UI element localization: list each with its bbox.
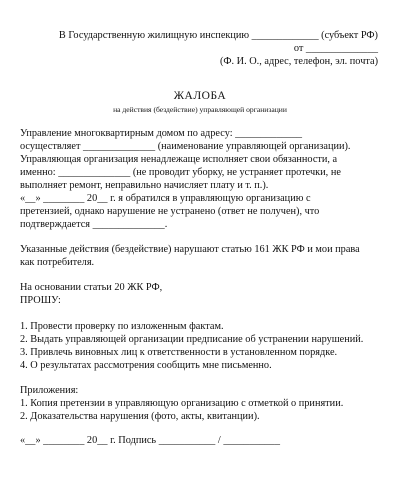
body-line: «__» ________ 20__ г. я обратился в управляющую организацию с xyxy=(20,193,311,204)
request-item: 4. О результатах рассмотрения сообщить мне письменно. xyxy=(20,360,272,371)
body-line: Управляющая организация ненадлежаще исполняет свои обязанности, а xyxy=(20,154,338,165)
body-line: именно: ______________ (не проводит уборку, не устраняет протечки, не xyxy=(20,167,341,178)
attachment-item: 2. Доказательства нарушения (фото, акты, квитанции). xyxy=(20,411,260,422)
body-line: выполняет ремонт, неправильно начисляет плату и т. п.). xyxy=(20,180,269,191)
request-item: 3. Привлечь виновных лиц к ответственности в установленном порядке. xyxy=(20,347,338,358)
violation-statement: как потребителя. xyxy=(20,257,95,268)
document-title: ЖАЛОБА xyxy=(173,90,227,102)
violation-statement: Указанные действия (бездействие) нарушают статью 161 ЖК РФ и мои права xyxy=(20,244,360,255)
body-line: претензией, однако нарушение не устранено (ответ не получен), что xyxy=(20,206,320,217)
request-heading: ПРОШУ: xyxy=(20,295,61,306)
sender-line: от ______________ xyxy=(293,43,378,54)
body-line: осуществляет ______________ (наименование управляющей организации). xyxy=(20,141,351,152)
request-item: 1. Провести проверку по изложенным фактам. xyxy=(20,321,224,332)
request-item: 2. Выдать управляющей организации предписание об устранении нарушений. xyxy=(20,334,364,345)
body-line: подтверждается ______________. xyxy=(20,219,168,230)
legal-basis: На основании статьи 20 ЖК РФ, xyxy=(20,282,163,293)
body-line: Управление многоквартирным домом по адресу: _____________ xyxy=(20,128,303,139)
document-subtitle: на действия (бездействие) управляющей организации xyxy=(113,105,287,114)
signature-line: «__» ________ 20__ г. Подпись ___________ / ___________ xyxy=(20,435,280,446)
attachment-item: 1. Копия претензии в управляющую организацию с отметкой о принятии. xyxy=(20,398,344,409)
attachments-label: Приложения: xyxy=(20,385,79,396)
addressee-line: В Государственную жилищную инспекцию _____________ (субъект РФ) xyxy=(58,30,378,41)
sender-details-hint: (Ф. И. О., адрес, телефон, эл. почта) xyxy=(219,56,378,67)
